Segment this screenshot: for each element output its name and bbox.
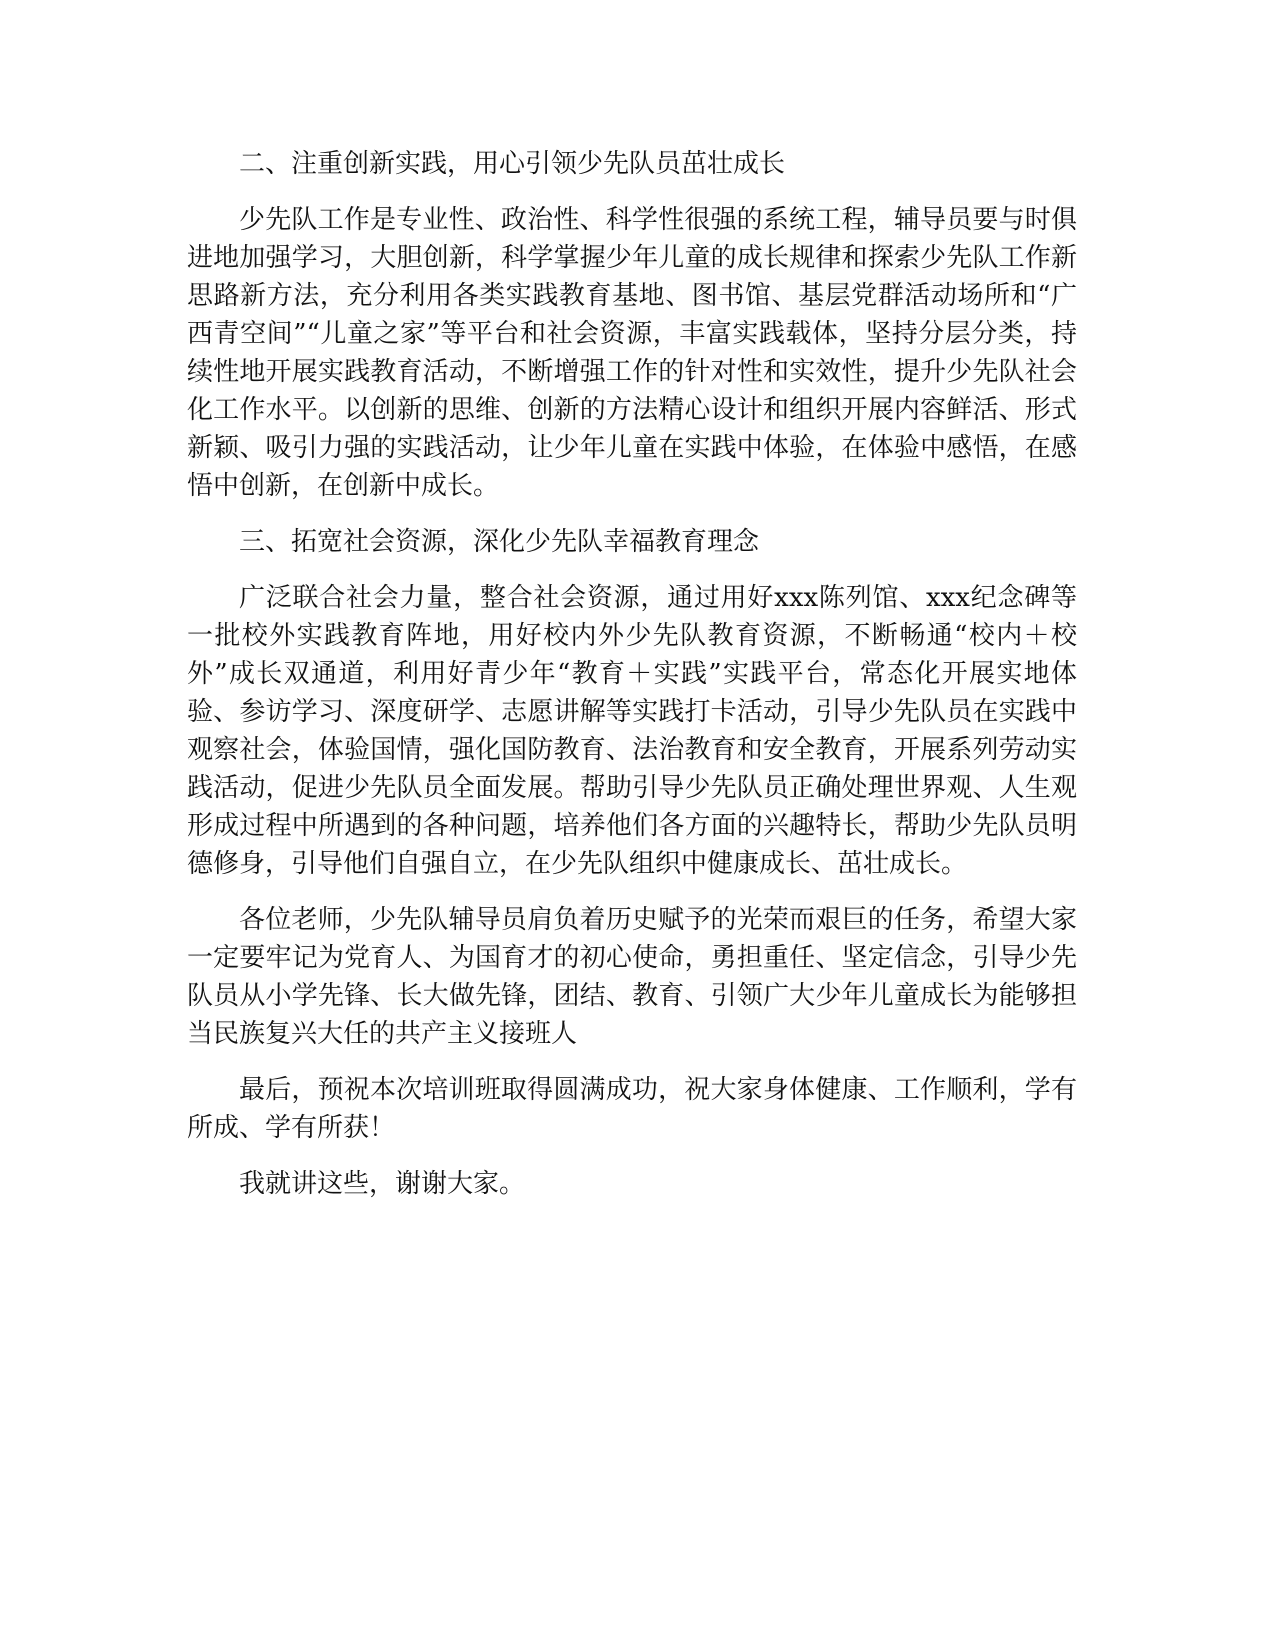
section-heading-3: 三、拓宽社会资源，深化少先队幸福教育理念 [239,527,760,557]
section-heading-2: 二、注重创新实践，用心引领少先队员茁壮成长 [239,149,786,179]
document-body [187,145,1077,1221]
closing-paragraph-3: 我就讲这些，谢谢大家。 [239,1169,526,1199]
section-paragraph-2: 少先队工作是专业性、政治性、科学性很强的系统工程，辅导员要与时俱进地加强学习，大胆创新，科学掌握少年儿童的成长规律和探索少先队工作新思路新方法，充分利用各类实践教育基地、图书馆、基层党群活动场所和“广西青空间”“儿童之家”等平台和社会资源，丰富实践载体，坚持分层分类，持续性地开展实践教育活动，不断增强工作的针对性和实效性，提升少先队社会化工作水平。以创新的思维、创新的方法精心设计和组织开展内容鲜活、形式新颖、吸引力强的实践活动，让少年儿童在实践中体验，在体验中感悟，在感悟中创新，在创新中成长。 [187,205,1077,501]
section-paragraph-3: 广泛联合社会力量，整合社会资源，通过用好xxx陈列馆、xxx纪念碑等一批校外实践教育阵地，用好校内外少先队教育资源，不断畅通“校内＋校外”成长双通道，利用好青少年“教育＋实践”实践平台，常态化开展实地体验、参访学习、深度研学、志愿讲解等实践打卡活动，引导少先队员在实践中观察社会，体验国情，强化国防教育、法治教育和安全教育，开展系列劳动实践活动，促进少先队员全面发展。帮助引导少先队员正确处理世界观、人生观形成过程中所遇到的各种问题，培养他们各方面的兴趣特长，帮助少先队员明德修身，引导他们自强自立，在少先队组织中健康成长、茁壮成长。 [187,583,1077,879]
closing-paragraph-2: 最后，预祝本次培训班取得圆满成功，祝大家身体健康、工作顺利，学有所成、学有所获！ [187,1075,1077,1143]
closing-paragraph-1: 各位老师，少先队辅导员肩负着历史赋予的光荣而艰巨的任务，希望大家一定要牢记为党育人、为国育才的初心使命，勇担重任、坚定信念，引导少先队员从小学先锋、长大做先锋，团结、教育、引领广大少年儿童成长为能够担当民族复兴大任的共产主义接班人 [187,905,1077,1049]
